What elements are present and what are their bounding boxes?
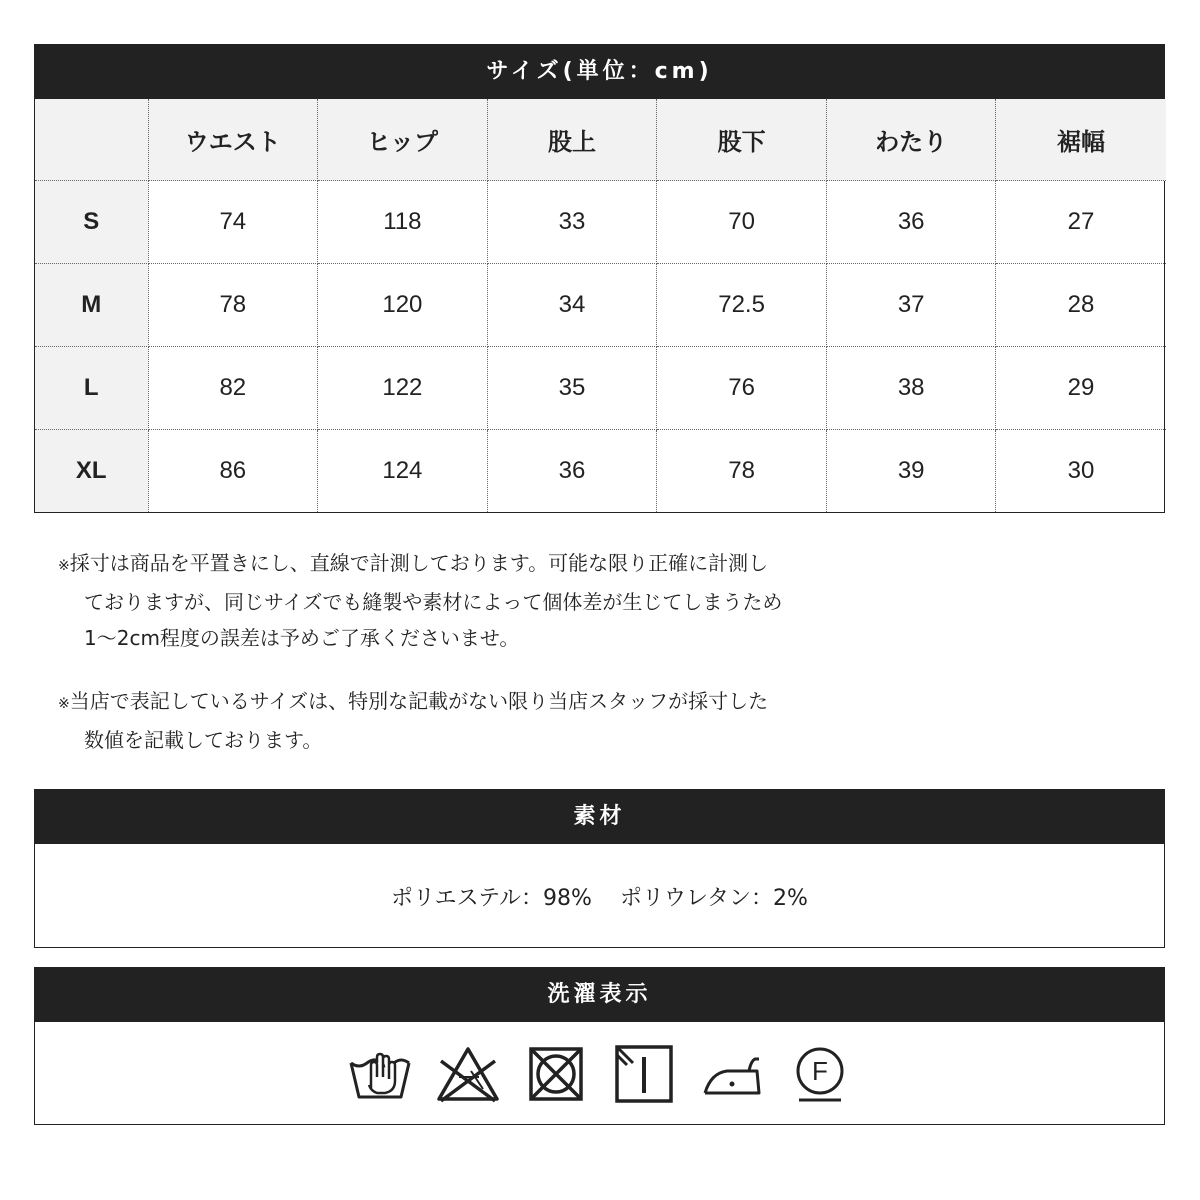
- table-corner-cell: [35, 99, 148, 181]
- table-cell: 72.5: [657, 264, 827, 347]
- note-line: 数値を記載しております。: [84, 728, 323, 752]
- table-cell: 82: [148, 347, 318, 430]
- table-header-row: [35, 99, 1166, 181]
- note-mark: ※: [58, 558, 70, 574]
- note-line: 1〜2cm程度の誤差は予めご了承くださいませ。: [84, 626, 520, 650]
- wash-icons: [35, 1022, 1164, 1125]
- size-panel: [34, 44, 1165, 513]
- column-header: わたり: [826, 99, 996, 181]
- size-label: S: [35, 181, 148, 264]
- dry-clean-letter: F: [811, 1055, 828, 1086]
- table-cell: 37: [826, 264, 996, 347]
- size-label: L: [35, 347, 148, 430]
- measurement-note: [58, 545, 918, 656]
- table-cell: 36: [826, 181, 996, 264]
- table-cell: 30: [1067, 457, 1095, 484]
- material-title: 素材: [35, 790, 1164, 844]
- line-dry-shade-icon: [611, 1043, 677, 1105]
- iron-low-icon: [699, 1043, 765, 1105]
- wash-title: 洗濯表示: [35, 968, 1164, 1022]
- no-bleach-icon: [435, 1043, 501, 1105]
- table-cell: 124: [318, 430, 488, 513]
- material-panel: [34, 789, 1165, 948]
- material-body: [35, 844, 1164, 948]
- table-cell: 78: [657, 430, 827, 513]
- wash-panel: [34, 967, 1165, 1125]
- note-line: ておりますが、同じサイズでも縫製や素材によって個体差が生じてしまうため: [84, 590, 783, 614]
- table-cell: 34: [487, 264, 657, 347]
- size-label: XL: [35, 430, 148, 513]
- table-cell: 39: [826, 430, 996, 513]
- column-header: ウエスト: [148, 99, 318, 181]
- material-item: ポリエステル：98%: [391, 885, 592, 911]
- dry-clean-f-icon: [787, 1043, 853, 1105]
- note-line: 当店で表記しているサイズは、特別な記載がない限り当店スタッフが採寸した: [69, 689, 769, 713]
- column-header: ヒップ: [318, 99, 488, 181]
- size-label: M: [35, 264, 148, 347]
- note-mark: ※: [58, 696, 70, 712]
- table-cell: 36: [487, 430, 657, 513]
- table-cell: 38: [826, 347, 996, 430]
- table-cell: 86: [148, 430, 318, 513]
- table-row: [35, 181, 1166, 264]
- table-row: [35, 347, 1166, 430]
- size-table: [35, 99, 1166, 512]
- table-cell: 74: [148, 181, 318, 264]
- table-cell: 29: [996, 347, 1166, 430]
- size-notation-note: [58, 683, 918, 758]
- table-cell: 33: [487, 181, 657, 264]
- material-item: ポリウレタン：2%: [619, 885, 808, 911]
- size-title: サイズ(単位：cm): [35, 45, 1164, 99]
- column-header: 裾幅: [996, 99, 1166, 181]
- table-cell: 118: [318, 181, 488, 264]
- column-header: 股上: [487, 99, 657, 181]
- no-tumble-dry-icon: [523, 1043, 589, 1105]
- table-cell: 35: [487, 347, 657, 430]
- note-line: 採寸は商品を平置きにし、直線で計測しております。可能な限り正確に計測し: [69, 551, 769, 575]
- hand-wash-icon: [347, 1043, 413, 1105]
- table-row: [35, 264, 1166, 347]
- table-row: [35, 430, 1166, 513]
- table-cell: 70: [657, 181, 827, 264]
- table-cell: 28: [996, 264, 1166, 347]
- table-cell: 27: [996, 181, 1166, 264]
- table-cell: 78: [148, 264, 318, 347]
- table-cell: 76: [657, 347, 827, 430]
- column-header: 股下: [657, 99, 827, 181]
- table-cell: 120: [318, 264, 488, 347]
- table-cell: 122: [318, 347, 488, 430]
